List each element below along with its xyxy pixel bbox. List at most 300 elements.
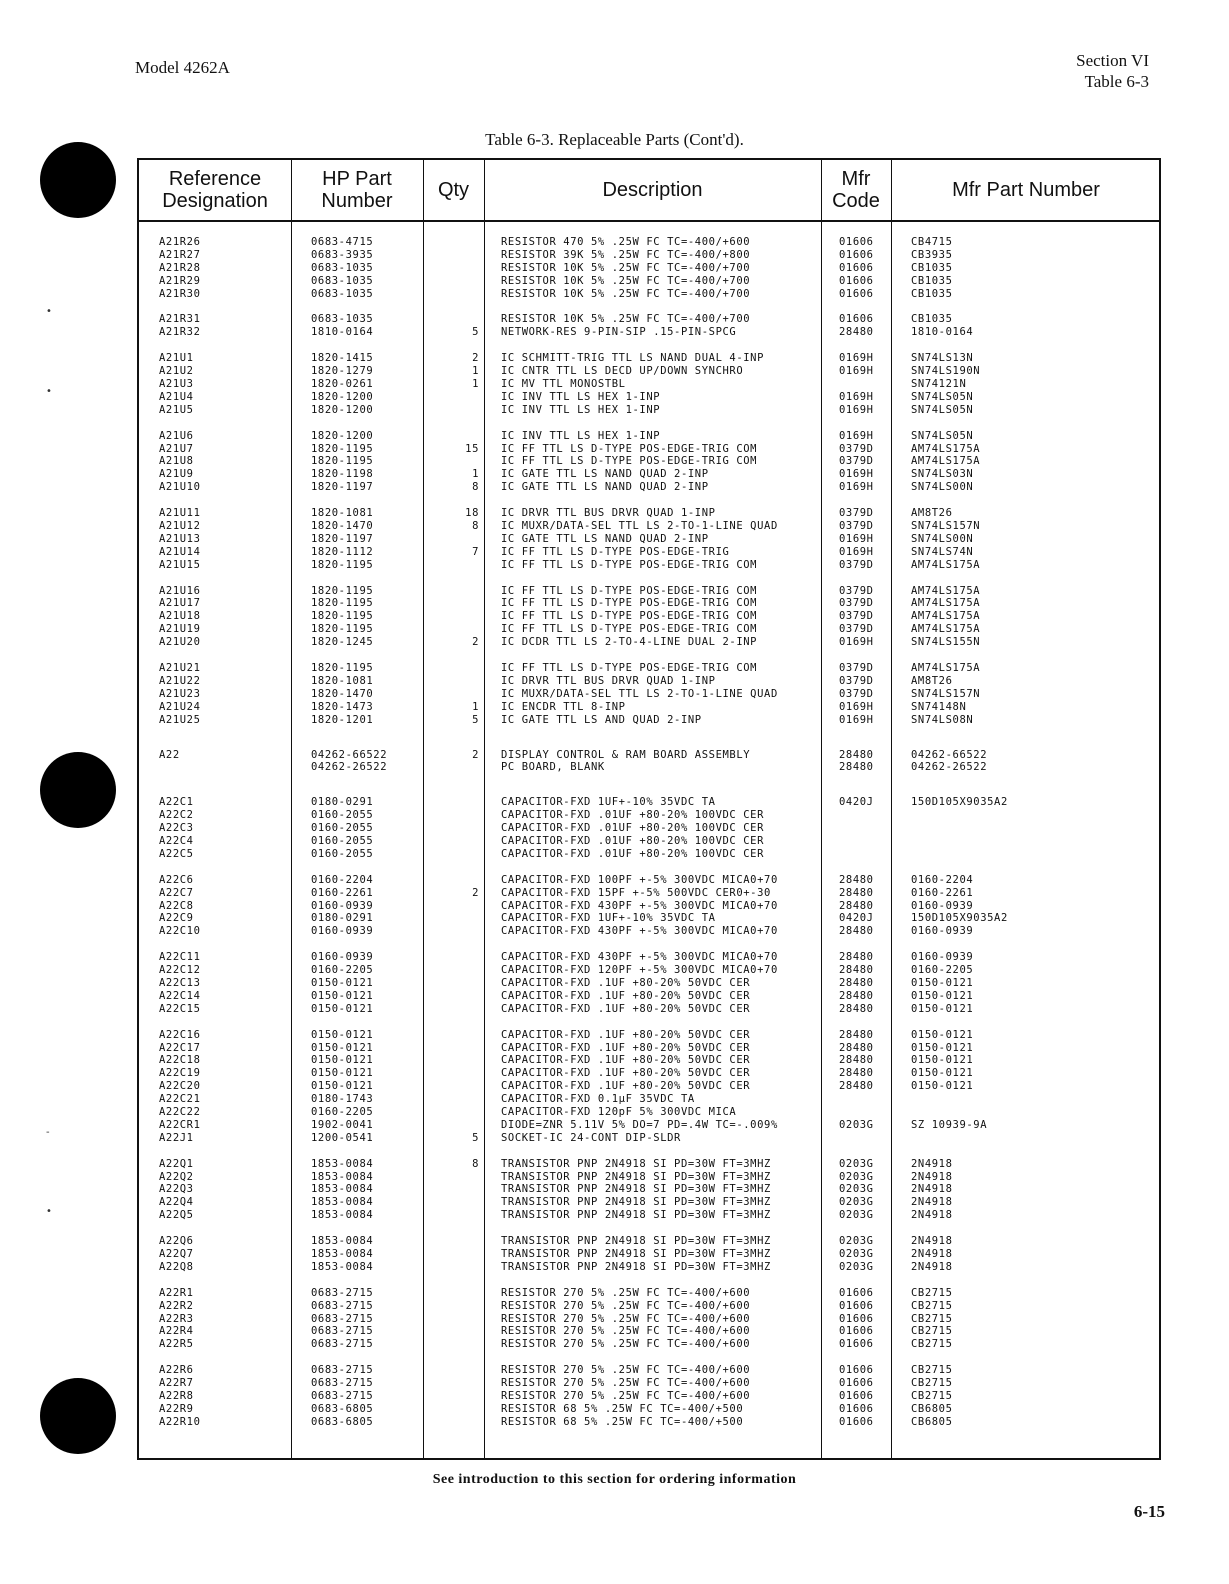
description-cell: TRANSISTOR PNP 2N4918 SI PD=30W FT=3MHZ: [501, 1235, 771, 1248]
mfr-code-cell: 01606: [839, 236, 874, 248]
table-row: [139, 636, 1159, 649]
hp-part-cell: 0150-0121: [311, 1002, 374, 1015]
hp-part-cell: 1820-1415: [311, 352, 374, 365]
col-header-qty: Qty: [437, 179, 470, 201]
hp-part-cell: 0160-2205: [311, 1105, 374, 1118]
ref-cell: A21U22: [159, 674, 201, 687]
ref-cell: A21U10: [159, 481, 201, 494]
mfr-part-cell: 0160-2261: [911, 886, 974, 899]
table-row: [139, 1183, 1159, 1196]
mfr-part-cell: SN74LS155N: [911, 636, 981, 649]
table-row: [139, 951, 1159, 964]
header-rule: [139, 220, 1159, 222]
description-cell: CAPACITOR-FXD .1UF +80-20% 50VDC CER: [501, 1002, 751, 1015]
mfr-code-cell: 0169H: [839, 481, 874, 494]
mfr-part-cell: CB1035: [911, 287, 953, 300]
table-row: [139, 1093, 1159, 1106]
ref-cell: A22Q4: [159, 1196, 194, 1209]
table-row: [139, 249, 1159, 262]
mfr-code-cell: 28480: [839, 761, 874, 774]
mfr-part-cell: SN74LS03N: [911, 468, 974, 481]
description-cell: IC CNTR TTL LS DECD UP/DOWN SYNCHRO: [501, 365, 744, 378]
description-cell: PC BOARD, BLANK: [501, 761, 605, 774]
qty-cell: 5: [472, 713, 479, 726]
mfr-code-cell: 0203G: [839, 1183, 874, 1196]
description-cell: DIODE=ZNR 5.11V 5% DO=7 PD=.4W TC=-.009%: [501, 1118, 778, 1131]
qty-cell: 2: [472, 748, 479, 761]
mfr-code-cell: 01606: [839, 1299, 874, 1312]
hp-part-cell: 0683-2715: [311, 1286, 374, 1299]
description-cell: TRANSISTOR PNP 2N4918 SI PD=30W FT=3MHZ: [501, 1183, 771, 1196]
mfr-code-cell: 01606: [839, 1325, 874, 1338]
ref-cell: A21U6: [159, 429, 194, 442]
hp-part-cell: 0683-3935: [311, 248, 374, 261]
table-row: [139, 404, 1159, 417]
mfr-part-cell: 2N4918: [911, 1209, 953, 1222]
mfr-code-cell: 28480: [839, 1067, 874, 1080]
mfr-part-cell: 2N4918: [911, 1235, 953, 1248]
hp-part-cell: 0160-2055: [311, 834, 374, 847]
hp-part-cell: 1820-1198: [311, 468, 374, 481]
mfr-part-cell: 0160-2204: [911, 873, 974, 886]
mfr-part-cell: CB2715: [911, 1299, 953, 1312]
ref-cell: A22Q7: [159, 1248, 194, 1260]
description-cell: CAPACITOR-FXD .1UF +80-20% 50VDC CER: [501, 1041, 751, 1054]
table-row: [139, 1364, 1159, 1377]
mfr-part-cell: SN74LS05N: [911, 429, 974, 442]
description-cell: RESISTOR 10K 5% .25W FC TC=-400/+700: [501, 287, 751, 300]
qty-cell: 1: [472, 365, 479, 378]
mfr-part-cell: SZ 10939-9A: [911, 1118, 988, 1131]
description-cell: IC MUXR/DATA-SEL TTL LS 2-TO-1-LINE QUAD: [501, 520, 778, 533]
description-cell: IC GATE TTL LS NAND QUAD 2-INP: [501, 481, 709, 494]
row-group: [139, 1158, 1159, 1222]
mfr-code-cell: 0379D: [839, 623, 874, 636]
ref-cell: A22R10: [159, 1415, 201, 1428]
table-row: [139, 887, 1159, 900]
mfr-part-cell: 0160-0939: [911, 899, 974, 912]
hp-part-cell: 0683-1035: [311, 287, 374, 300]
hp-part-cell: 1820-1245: [311, 636, 374, 649]
hp-part-cell: 0683-2715: [311, 1338, 374, 1351]
hp-part-cell: 1820-1081: [311, 674, 374, 687]
description-cell: IC ENCDR TTL 8-INP: [501, 700, 626, 713]
ref-cell: A21U18: [159, 610, 201, 623]
table-row: [139, 559, 1159, 572]
hp-part-cell: 1853-0084: [311, 1248, 374, 1260]
hp-part-cell: 0160-2055: [311, 847, 374, 860]
table-row: [139, 1338, 1159, 1351]
ref-cell: A21U8: [159, 455, 194, 468]
hp-part-cell: 1820-1081: [311, 507, 374, 520]
mfr-code-cell: 0169H: [839, 365, 874, 378]
ref-cell: A21U2: [159, 365, 194, 378]
qty-cell: 2: [472, 636, 479, 649]
mfr-code-cell: 0379D: [839, 674, 874, 687]
description-cell: RESISTOR 10K 5% .25W FC TC=-400/+700: [501, 261, 751, 274]
hp-part-cell: 0683-2715: [311, 1312, 374, 1325]
mfr-code-cell: 0420J: [839, 912, 874, 925]
ref-cell: A22Q3: [159, 1183, 194, 1196]
hp-part-cell: 0150-0121: [311, 1080, 374, 1093]
col-header-description: Description: [602, 179, 703, 201]
mfr-code-cell: 28480: [839, 951, 874, 964]
mfr-part-cell: SN74LS157N: [911, 520, 981, 533]
description-cell: CAPACITOR-FXD 430PF +-5% 300VDC MICA0+70: [501, 899, 778, 912]
col-header-mfr-part-number: Mfr Part Number: [952, 179, 1100, 201]
ref-cell: A22R5: [159, 1338, 194, 1351]
mfr-code-cell: 0203G: [839, 1235, 874, 1248]
table-row: [139, 1377, 1159, 1390]
ref-cell: A21U17: [159, 597, 201, 610]
hp-part-cell: 1820-1195: [311, 662, 374, 675]
mfr-code-cell: 0379D: [839, 610, 874, 623]
hp-part-cell: 1853-0084: [311, 1209, 374, 1222]
ref-cell: A22C6: [159, 873, 194, 886]
description-cell: RESISTOR 270 5% .25W FC TC=-400/+600: [501, 1377, 751, 1390]
mfr-code-cell: 0379D: [839, 455, 874, 468]
mfr-part-cell: SN74LS190N: [911, 365, 981, 378]
table-row: [139, 990, 1159, 1003]
table-row: [139, 1235, 1159, 1248]
table-row: [139, 378, 1159, 391]
table-row: [139, 912, 1159, 925]
mfr-part-cell: AM74LS175A: [911, 597, 981, 610]
description-cell: CAPACITOR-FXD 120pF 5% 300VDC MICA: [501, 1105, 737, 1118]
table-row: [139, 391, 1159, 404]
table-row: [139, 874, 1159, 887]
mfr-code-cell: 01606: [839, 274, 874, 287]
table-row: [139, 430, 1159, 443]
ref-cell: A21U16: [159, 584, 201, 597]
table-row: [139, 662, 1159, 675]
description-cell: CAPACITOR-FXD .01UF +80-20% 100VDC CER: [501, 809, 765, 822]
row-group: [139, 951, 1159, 1015]
mfr-part-cell: CB2715: [911, 1364, 953, 1377]
table-row: [139, 597, 1159, 610]
ref-cell: A21U19: [159, 623, 201, 636]
qty-cell: 2: [472, 352, 479, 365]
table-row: [139, 520, 1159, 533]
table-row: [139, 1390, 1159, 1403]
table-row: [139, 809, 1159, 822]
ref-cell: A22C10: [159, 925, 201, 938]
mfr-part-cell: AM74LS175A: [911, 610, 981, 623]
ref-cell: A22C14: [159, 989, 201, 1002]
table-row: [139, 761, 1159, 774]
table-row: [139, 443, 1159, 456]
hp-part-cell: 0160-2055: [311, 822, 374, 835]
hp-part-cell: 1853-0084: [311, 1235, 374, 1248]
description-cell: CAPACITOR-FXD .01UF +80-20% 100VDC CER: [501, 834, 765, 847]
description-cell: IC MUXR/DATA-SEL TTL LS 2-TO-1-LINE QUAD: [501, 687, 778, 700]
description-cell: CAPACITOR-FXD 100PF +-5% 300VDC MICA0+70: [501, 873, 778, 886]
qty-cell: 5: [472, 1131, 479, 1144]
row-group: [139, 585, 1159, 649]
table-row: [139, 1261, 1159, 1274]
table-row: [139, 288, 1159, 301]
ref-cell: A22C4: [159, 834, 194, 847]
mfr-code-cell: 0169H: [839, 403, 874, 416]
qty-cell: 8: [472, 520, 479, 533]
hp-part-cell: 1820-1470: [311, 687, 374, 700]
hp-part-cell: 1820-1195: [311, 442, 374, 455]
description-cell: CAPACITOR-FXD 0.1µF 35VDC TA: [501, 1093, 695, 1106]
mfr-code-cell: 0203G: [839, 1196, 874, 1209]
ref-cell: A22C12: [159, 964, 201, 977]
ref-cell: A22R4: [159, 1325, 194, 1338]
hp-part-cell: 0683-2715: [311, 1390, 374, 1403]
mfr-code-cell: 0379D: [839, 507, 874, 520]
table-row: [139, 1248, 1159, 1261]
mfr-code-cell: 28480: [839, 899, 874, 912]
mfr-code-cell: 0379D: [839, 597, 874, 610]
ref-cell: A21U13: [159, 532, 201, 545]
table-row: [139, 1158, 1159, 1171]
mfr-code-cell: 28480: [839, 326, 874, 339]
description-cell: IC INV TTL LS HEX 1-INP: [501, 429, 661, 442]
description-cell: IC DCDR TTL LS 2-TO-4-LINE DUAL 2-INP: [501, 636, 758, 649]
table-row: [139, 796, 1159, 809]
mfr-code-cell: 01606: [839, 287, 874, 300]
hp-part-cell: 0683-1035: [311, 261, 374, 274]
ref-cell: A22R6: [159, 1364, 194, 1377]
ref-cell: A22J1: [159, 1131, 194, 1144]
table-row: [139, 313, 1159, 326]
table-row: [139, 1287, 1159, 1300]
ref-cell: A22C8: [159, 899, 194, 912]
ref-cell: A21U11: [159, 507, 201, 520]
mfr-part-cell: 0160-0939: [911, 951, 974, 964]
description-cell: IC GATE TTL LS NAND QUAD 2-INP: [501, 532, 709, 545]
hp-part-cell: 1820-1473: [311, 700, 374, 713]
table-row: [139, 749, 1159, 762]
mfr-part-cell: 2N4918: [911, 1170, 953, 1183]
description-cell: RESISTOR 270 5% .25W FC TC=-400/+600: [501, 1299, 751, 1312]
table-row: [139, 1029, 1159, 1042]
mfr-part-cell: 1810-0164: [911, 326, 974, 339]
table-row: [139, 1403, 1159, 1416]
table-row: [139, 1416, 1159, 1429]
ref-cell: A22CR1: [159, 1118, 201, 1131]
table-ref-label: Table 6-3: [1084, 72, 1149, 91]
row-group: [139, 796, 1159, 860]
mfr-code-cell: 01606: [839, 1338, 874, 1351]
description-cell: IC DRVR TTL BUS DRVR QUAD 1-INP: [501, 507, 716, 520]
mfr-part-cell: 2N4918: [911, 1196, 953, 1209]
mfr-code-cell: 28480: [839, 1054, 874, 1067]
ref-cell: A22Q5: [159, 1209, 194, 1222]
mfr-part-cell: CB1035: [911, 274, 953, 287]
description-cell: RESISTOR 270 5% .25W FC TC=-400/+600: [501, 1338, 751, 1351]
ref-cell: A22C9: [159, 912, 194, 925]
ref-cell: A21U23: [159, 687, 201, 700]
hp-part-cell: 0150-0121: [311, 989, 374, 1002]
hp-part-cell: 1853-0084: [311, 1196, 374, 1209]
table-row: [139, 900, 1159, 913]
table-row: [139, 1080, 1159, 1093]
mfr-code-cell: 01606: [839, 1390, 874, 1403]
mfr-part-cell: SN74148N: [911, 700, 967, 713]
mfr-part-cell: SN74LS13N: [911, 352, 974, 365]
ref-cell: A21R30: [159, 287, 201, 300]
qty-cell: 8: [472, 1157, 479, 1170]
hp-part-cell: 1200-0541: [311, 1131, 374, 1144]
hp-part-cell: 0160-0939: [311, 925, 374, 938]
ref-cell: A22C7: [159, 886, 194, 899]
table-row: [139, 326, 1159, 339]
table-row: [139, 468, 1159, 481]
description-cell: IC FF TTL LS D-TYPE POS-EDGE-TRIG COM: [501, 597, 758, 610]
table-row: [139, 1106, 1159, 1119]
description-cell: RESISTOR 68 5% .25W FC TC=-400/+500: [501, 1402, 744, 1415]
description-cell: TRANSISTOR PNP 2N4918 SI PD=30W FT=3MHZ: [501, 1260, 771, 1273]
description-cell: CAPACITOR-FXD 120PF +-5% 300VDC MICA0+70: [501, 964, 778, 977]
mfr-part-cell: SN74LS00N: [911, 481, 974, 494]
ref-cell: A22R9: [159, 1402, 194, 1415]
mfr-part-cell: SN74LS05N: [911, 403, 974, 416]
mfr-part-cell: 0160-2205: [911, 964, 974, 977]
mfr-code-cell: 0169H: [839, 468, 874, 481]
mfr-code-cell: 0169H: [839, 390, 874, 403]
mfr-part-cell: 0150-0121: [911, 1028, 974, 1041]
row-group: [139, 313, 1159, 339]
mfr-code-cell: 28480: [839, 976, 874, 989]
hp-part-cell: 0160-0939: [311, 951, 374, 964]
mfr-code-cell: 0379D: [839, 520, 874, 533]
table-row: [139, 848, 1159, 861]
row-group: [139, 874, 1159, 938]
table-row: [139, 1042, 1159, 1055]
table-row: [139, 1067, 1159, 1080]
mfr-code-cell: 01606: [839, 313, 874, 326]
mfr-part-cell: CB2715: [911, 1338, 953, 1351]
ref-cell: A22R3: [159, 1312, 194, 1325]
ref-cell: A22: [159, 748, 180, 761]
description-cell: CAPACITOR-FXD .1UF +80-20% 50VDC CER: [501, 1028, 751, 1041]
description-cell: RESISTOR 39K 5% .25W FC TC=-400/+800: [501, 248, 751, 261]
hp-part-cell: 0683-2715: [311, 1364, 374, 1377]
description-cell: RESISTOR 10K 5% .25W FC TC=-400/+700: [501, 313, 751, 326]
description-cell: RESISTOR 68 5% .25W FC TC=-400/+500: [501, 1415, 744, 1428]
hp-part-cell: 04262-66522: [311, 748, 388, 761]
table-row: [139, 585, 1159, 598]
row-group: [139, 1029, 1159, 1145]
mfr-code-cell: 0379D: [839, 584, 874, 597]
hp-part-cell: 0150-0121: [311, 1041, 374, 1054]
description-cell: NETWORK-RES 9-PIN-SIP .15-PIN-SPCG: [501, 326, 737, 339]
hp-part-cell: 1902-0041: [311, 1118, 374, 1131]
hp-part-cell: 0683-4715: [311, 236, 374, 248]
row-group: [139, 1235, 1159, 1274]
mfr-part-cell: 0150-0121: [911, 1002, 974, 1015]
mfr-part-cell: AM74LS175A: [911, 662, 981, 675]
table-title: Table 6-3. Replaceable Parts (Cont'd).: [485, 130, 744, 149]
hp-part-cell: 0683-2715: [311, 1325, 374, 1338]
hp-part-cell: 0180-0291: [311, 912, 374, 925]
qty-cell: 1: [472, 468, 479, 481]
hp-part-cell: 0180-1743: [311, 1093, 374, 1106]
table-row: [139, 925, 1159, 938]
row-group: [139, 1364, 1159, 1428]
table-row: [139, 1132, 1159, 1145]
hp-part-cell: 1820-1195: [311, 623, 374, 636]
table-row: [139, 533, 1159, 546]
hp-part-cell: 1820-1200: [311, 429, 374, 442]
table-row: [139, 688, 1159, 701]
table-row: [139, 835, 1159, 848]
description-cell: RESISTOR 270 5% .25W FC TC=-400/+600: [501, 1364, 751, 1377]
description-cell: RESISTOR 10K 5% .25W FC TC=-400/+700: [501, 274, 751, 287]
mfr-part-cell: SN74LS05N: [911, 390, 974, 403]
ref-cell: A22C2: [159, 809, 194, 822]
hp-part-cell: 1820-1201: [311, 713, 374, 726]
table-row: [139, 610, 1159, 623]
mfr-part-cell: CB2715: [911, 1286, 953, 1299]
row-group: [139, 430, 1159, 494]
hp-part-cell: 1820-1112: [311, 545, 374, 558]
hp-part-cell: 1820-1279: [311, 365, 374, 378]
description-cell: SOCKET-IC 24-CONT DIP-SLDR: [501, 1131, 681, 1144]
row-group: [139, 1287, 1159, 1351]
footer-note: See introduction to this section for ordering information: [432, 1472, 797, 1487]
mfr-code-cell: 28480: [839, 1028, 874, 1041]
description-cell: RESISTOR 270 5% .25W FC TC=-400/+600: [501, 1312, 751, 1325]
table-row: [139, 455, 1159, 468]
description-cell: IC FF TTL LS D-TYPE POS-EDGE-TRIG COM: [501, 442, 758, 455]
description-cell: CAPACITOR-FXD .1UF +80-20% 50VDC CER: [501, 1067, 751, 1080]
mfr-part-cell: 04262-66522: [911, 748, 988, 761]
mfr-part-cell: AM74LS175A: [911, 442, 981, 455]
hp-part-cell: 0150-0121: [311, 1028, 374, 1041]
row-group: [139, 749, 1159, 775]
mfr-part-cell: 0150-0121: [911, 1067, 974, 1080]
mfr-part-cell: CB2715: [911, 1312, 953, 1325]
description-cell: CAPACITOR-FXD 430PF +-5% 300VDC MICA0+70: [501, 925, 778, 938]
ref-cell: A22C5: [159, 847, 194, 860]
binder-hole-icon: [40, 142, 116, 218]
hp-part-cell: 0160-2205: [311, 964, 374, 977]
mfr-part-cell: 2N4918: [911, 1157, 953, 1170]
description-cell: TRANSISTOR PNP 2N4918 SI PD=30W FT=3MHZ: [501, 1248, 771, 1260]
ref-cell: A21R32: [159, 326, 201, 339]
mfr-part-cell: 0150-0121: [911, 1080, 974, 1093]
row-group: [139, 662, 1159, 726]
mfr-part-cell: 0150-0121: [911, 989, 974, 1002]
description-cell: IC MV TTL MONOSTBL: [501, 378, 626, 391]
mfr-code-cell: 0203G: [839, 1170, 874, 1183]
ref-cell: A22Q6: [159, 1235, 194, 1248]
row-group: [139, 236, 1159, 300]
table-row: [139, 701, 1159, 714]
table-row: [139, 1003, 1159, 1016]
mfr-part-cell: AM74LS175A: [911, 455, 981, 468]
description-cell: CAPACITOR-FXD 1UF+-10% 35VDC TA: [501, 796, 716, 809]
description-cell: CAPACITOR-FXD .01UF +80-20% 100VDC CER: [501, 847, 765, 860]
table-row: [139, 1054, 1159, 1067]
mfr-code-cell: 01606: [839, 1286, 874, 1299]
description-cell: CAPACITOR-FXD 1UF+-10% 35VDC TA: [501, 912, 716, 925]
ref-cell: A21U24: [159, 700, 201, 713]
mfr-part-cell: CB2715: [911, 1325, 953, 1338]
mfr-code-cell: 28480: [839, 886, 874, 899]
hp-part-cell: 1820-1195: [311, 584, 374, 597]
hp-part-cell: 1820-1200: [311, 403, 374, 416]
margin-mark: •: [46, 386, 52, 397]
ref-cell: A22C3: [159, 822, 194, 835]
description-cell: IC FF TTL LS D-TYPE POS-EDGE-TRIG COM: [501, 584, 758, 597]
description-cell: DISPLAY CONTROL & RAM BOARD ASSEMBLY: [501, 748, 751, 761]
